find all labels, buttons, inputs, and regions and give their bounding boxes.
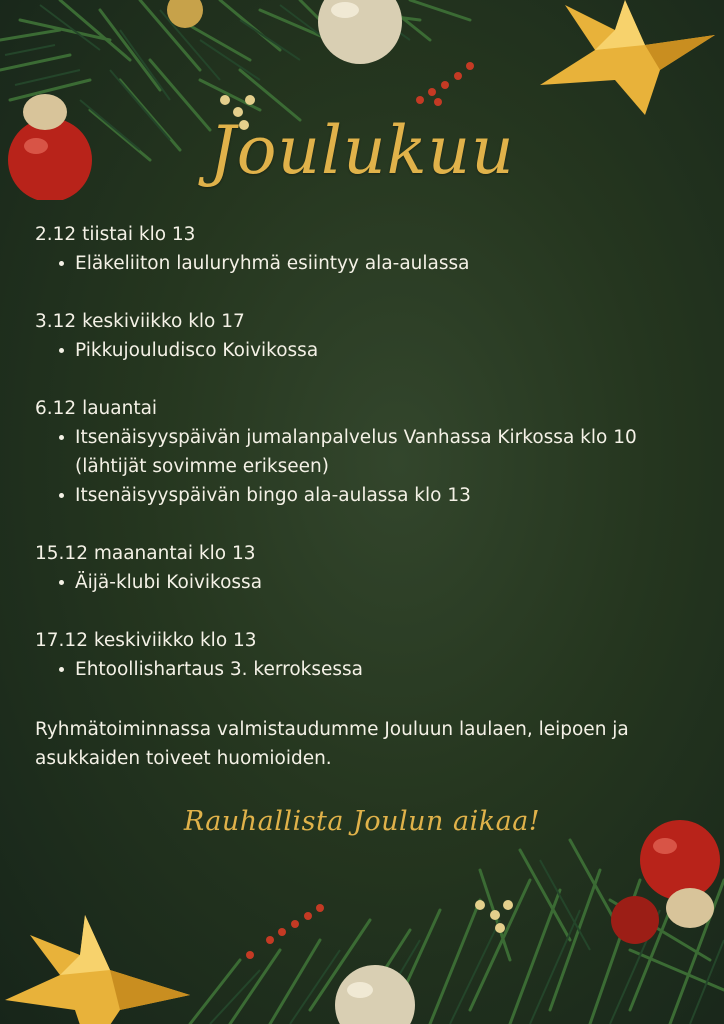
event-item: Itsenäisyyspäivän jumalanpalvelus Vanhassa Kirkossa klo 10 (lähtijät sovimme erikseen)	[75, 423, 705, 481]
event-item: Itsenäisyyspäivän bingo ala-aulassa klo 13	[75, 481, 705, 510]
star-bottom-left-icon	[0, 895, 220, 1024]
event-date: 15.12 maanantai klo 13	[35, 543, 256, 564]
event	[35, 307, 705, 365]
event	[35, 394, 705, 510]
event-date: 6.12 lauantai	[35, 398, 158, 419]
gold-ornament-icon	[335, 965, 415, 1024]
event-list	[35, 220, 705, 713]
event-date: 2.12 tiistai klo 13	[35, 224, 196, 245]
garland-bottom	[150, 820, 724, 1024]
event-item: Pikkujouludisco Koivikossa	[75, 336, 705, 365]
event	[35, 220, 705, 278]
red-berries-icon	[416, 62, 474, 106]
event-item: Äijä-klubi Koivikossa	[75, 568, 705, 597]
event-item: Eläkeliiton lauluryhmä esiintyy ala-aulassa	[75, 249, 705, 278]
gold-ornament-icon	[318, 0, 402, 64]
event	[35, 539, 705, 597]
event-date: 17.12 keskiviikko klo 13	[35, 630, 257, 651]
note-text: Ryhmätoiminnassa valmistaudumme Jouluun laulaen, leipoen ja asukkaiden toiveet huomioiden.	[35, 719, 629, 769]
event	[35, 626, 705, 684]
star-top-right-icon	[515, 0, 724, 130]
closing-greeting: Rauhallista Joulun aikaa!	[183, 806, 541, 837]
page-title: Joulukuu	[209, 112, 515, 189]
red-ornament-icon	[640, 820, 720, 900]
small-red-ornament-icon	[611, 896, 659, 944]
event-date: 3.12 keskiviikko klo 17	[35, 311, 245, 332]
pinecone-icon	[666, 888, 714, 928]
event-item: Ehtoollishartaus 3. kerroksessa	[75, 655, 705, 684]
